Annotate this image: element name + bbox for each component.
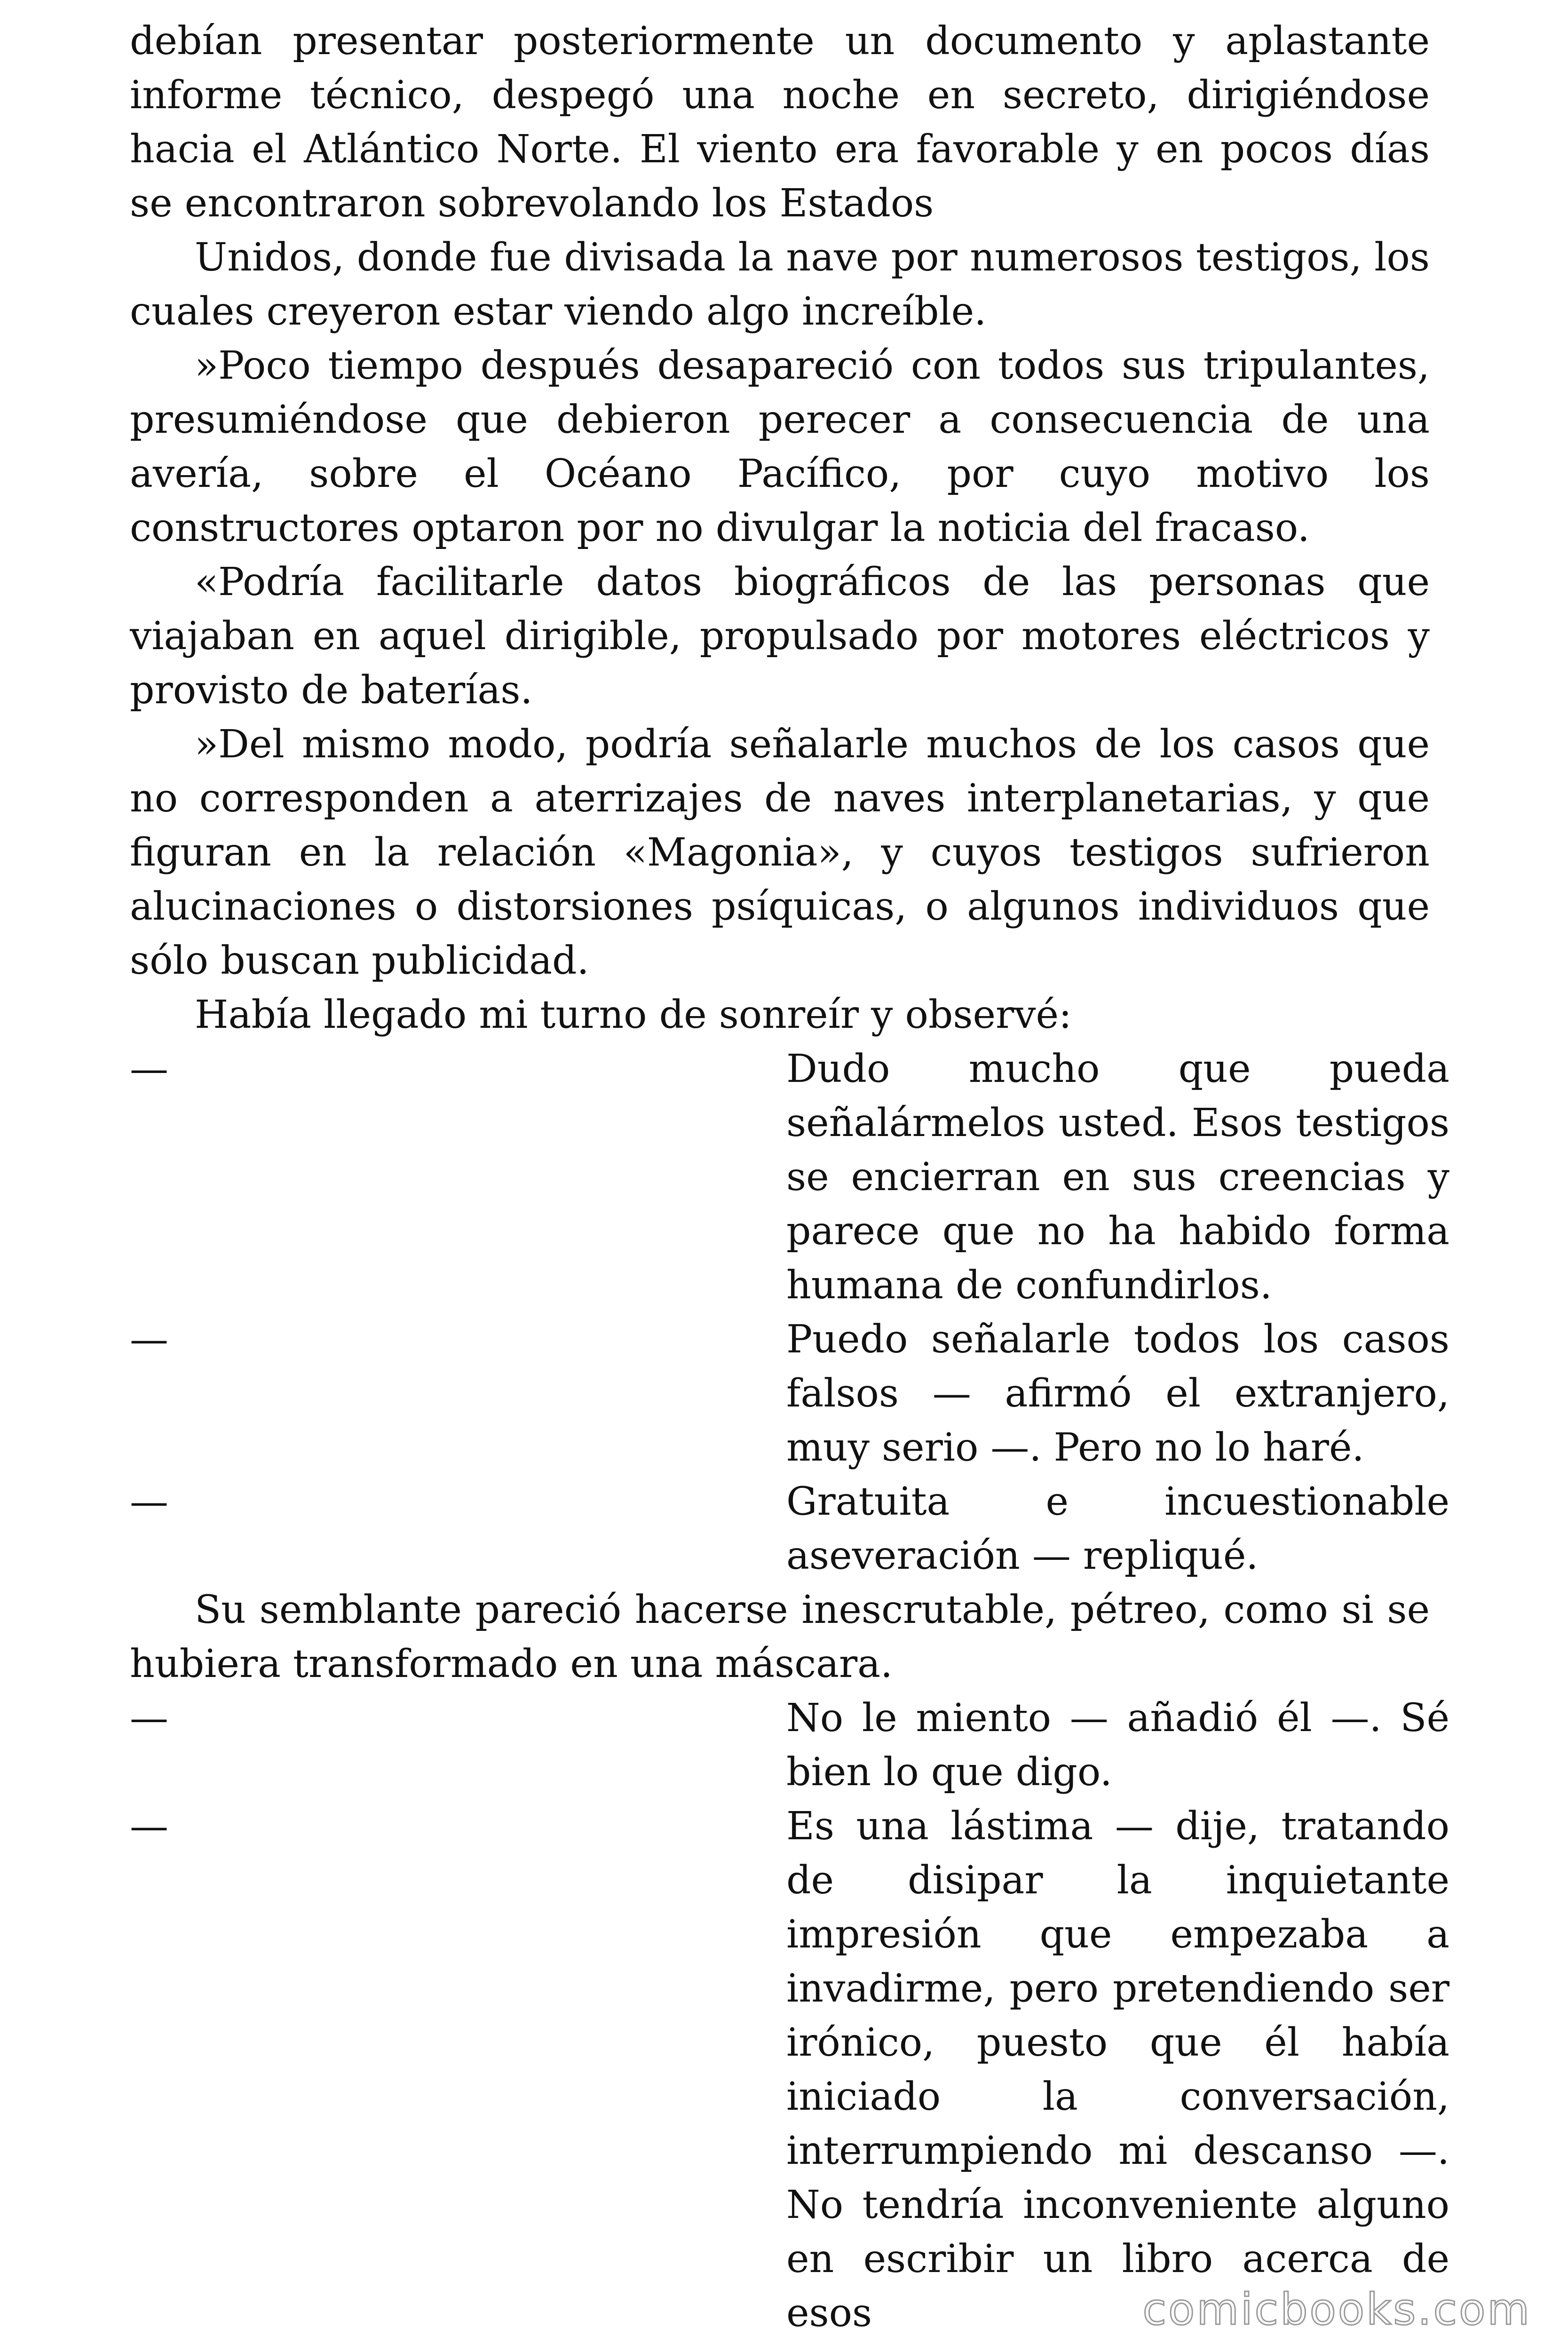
paragraph: »Del mismo modo, podría señalarle muchos de los casos que no corresponden a aterrizajes de naves interplanetarias, y que figuran en la relación «Magonia», y cuyos testigos sufrieron alucinaciones o distorsiones psíquicas, o algunos individuos que sólo buscan publicidad. (130, 722, 1430, 983)
paragraph: Unidos, donde fue divisada la nave por numerosos testigos, los cuales creyeron estar viendo algo increíble. (130, 235, 1430, 334)
dialogue-dash: — (130, 1804, 168, 1849)
dialogue-line (130, 1312, 1449, 1475)
dialogue-text: Dudo mucho que pueda señalármelos usted. Esos testigos se encierran en sus creencias y parece que no ha habido forma humana de confundirlos. (786, 1047, 1449, 1308)
dialogue-dash: — (130, 1696, 168, 1740)
paragraph-continuation: debían presentar posteriormente un documento y aplastante informe técnico, despegó una noche en secreto, dirigiéndose hacia el Atlántico Norte. El viento era favorable y en pocos días se encontraron sobrevolando los Estados (130, 19, 1430, 226)
dialogue-line (130, 1475, 1449, 1583)
dialogue-line (130, 1799, 1449, 2340)
dialogue-text: Gratuita e incuestionable aseveración — repliqué. (786, 1479, 1449, 1578)
dialogue-dash: — (130, 1047, 168, 1091)
dialogue-text: Es una lástima — dije, tratando de disipar la inquietante impresión que empezaba a invadirme, pero pretendiendo ser irónico, puesto que él había iniciado la conversación, interrumpiendo mi descanso —. No tendría inconveniente alguno en escribir un libro acerca de esos (786, 1804, 1449, 2336)
paragraph: «Podría facilitarle datos biográficos de las personas que viajaban en aquel dirigible, propulsado por motores eléctricos y provisto de baterías. (130, 560, 1430, 713)
paragraph: Su semblante pareció hacerse inescrutable, pétreo, como si se hubiera transformado en una máscara. (130, 1588, 1430, 1686)
paragraph: Había llegado mi turno de sonreír y observé: (195, 993, 1072, 1037)
dialogue-text: Puedo señalarle todos los casos falsos — afirmó el extranjero, muy serio —. Pero no lo haré. (786, 1317, 1449, 1470)
dialogue-line (130, 1691, 1449, 1799)
paragraph: »Poco tiempo después desapareció con todos sus tripulantes, presumiéndose que debieron perecer a consecuencia de una avería, sobre el Océano Pacífico, por cuyo motivo los constructores optaron por no divulgar la noticia del fracaso. (130, 343, 1430, 550)
dialogue-line (130, 1042, 1449, 1312)
dialogue-text: No le miento — añadió él —. Sé bien lo que digo. (786, 1696, 1449, 1795)
watermark: comicbooks.com (1142, 2284, 1531, 2335)
page-text (130, 14, 1449, 2340)
dialogue-dash: — (130, 1479, 168, 1524)
dialogue-dash: — (130, 1317, 168, 1362)
